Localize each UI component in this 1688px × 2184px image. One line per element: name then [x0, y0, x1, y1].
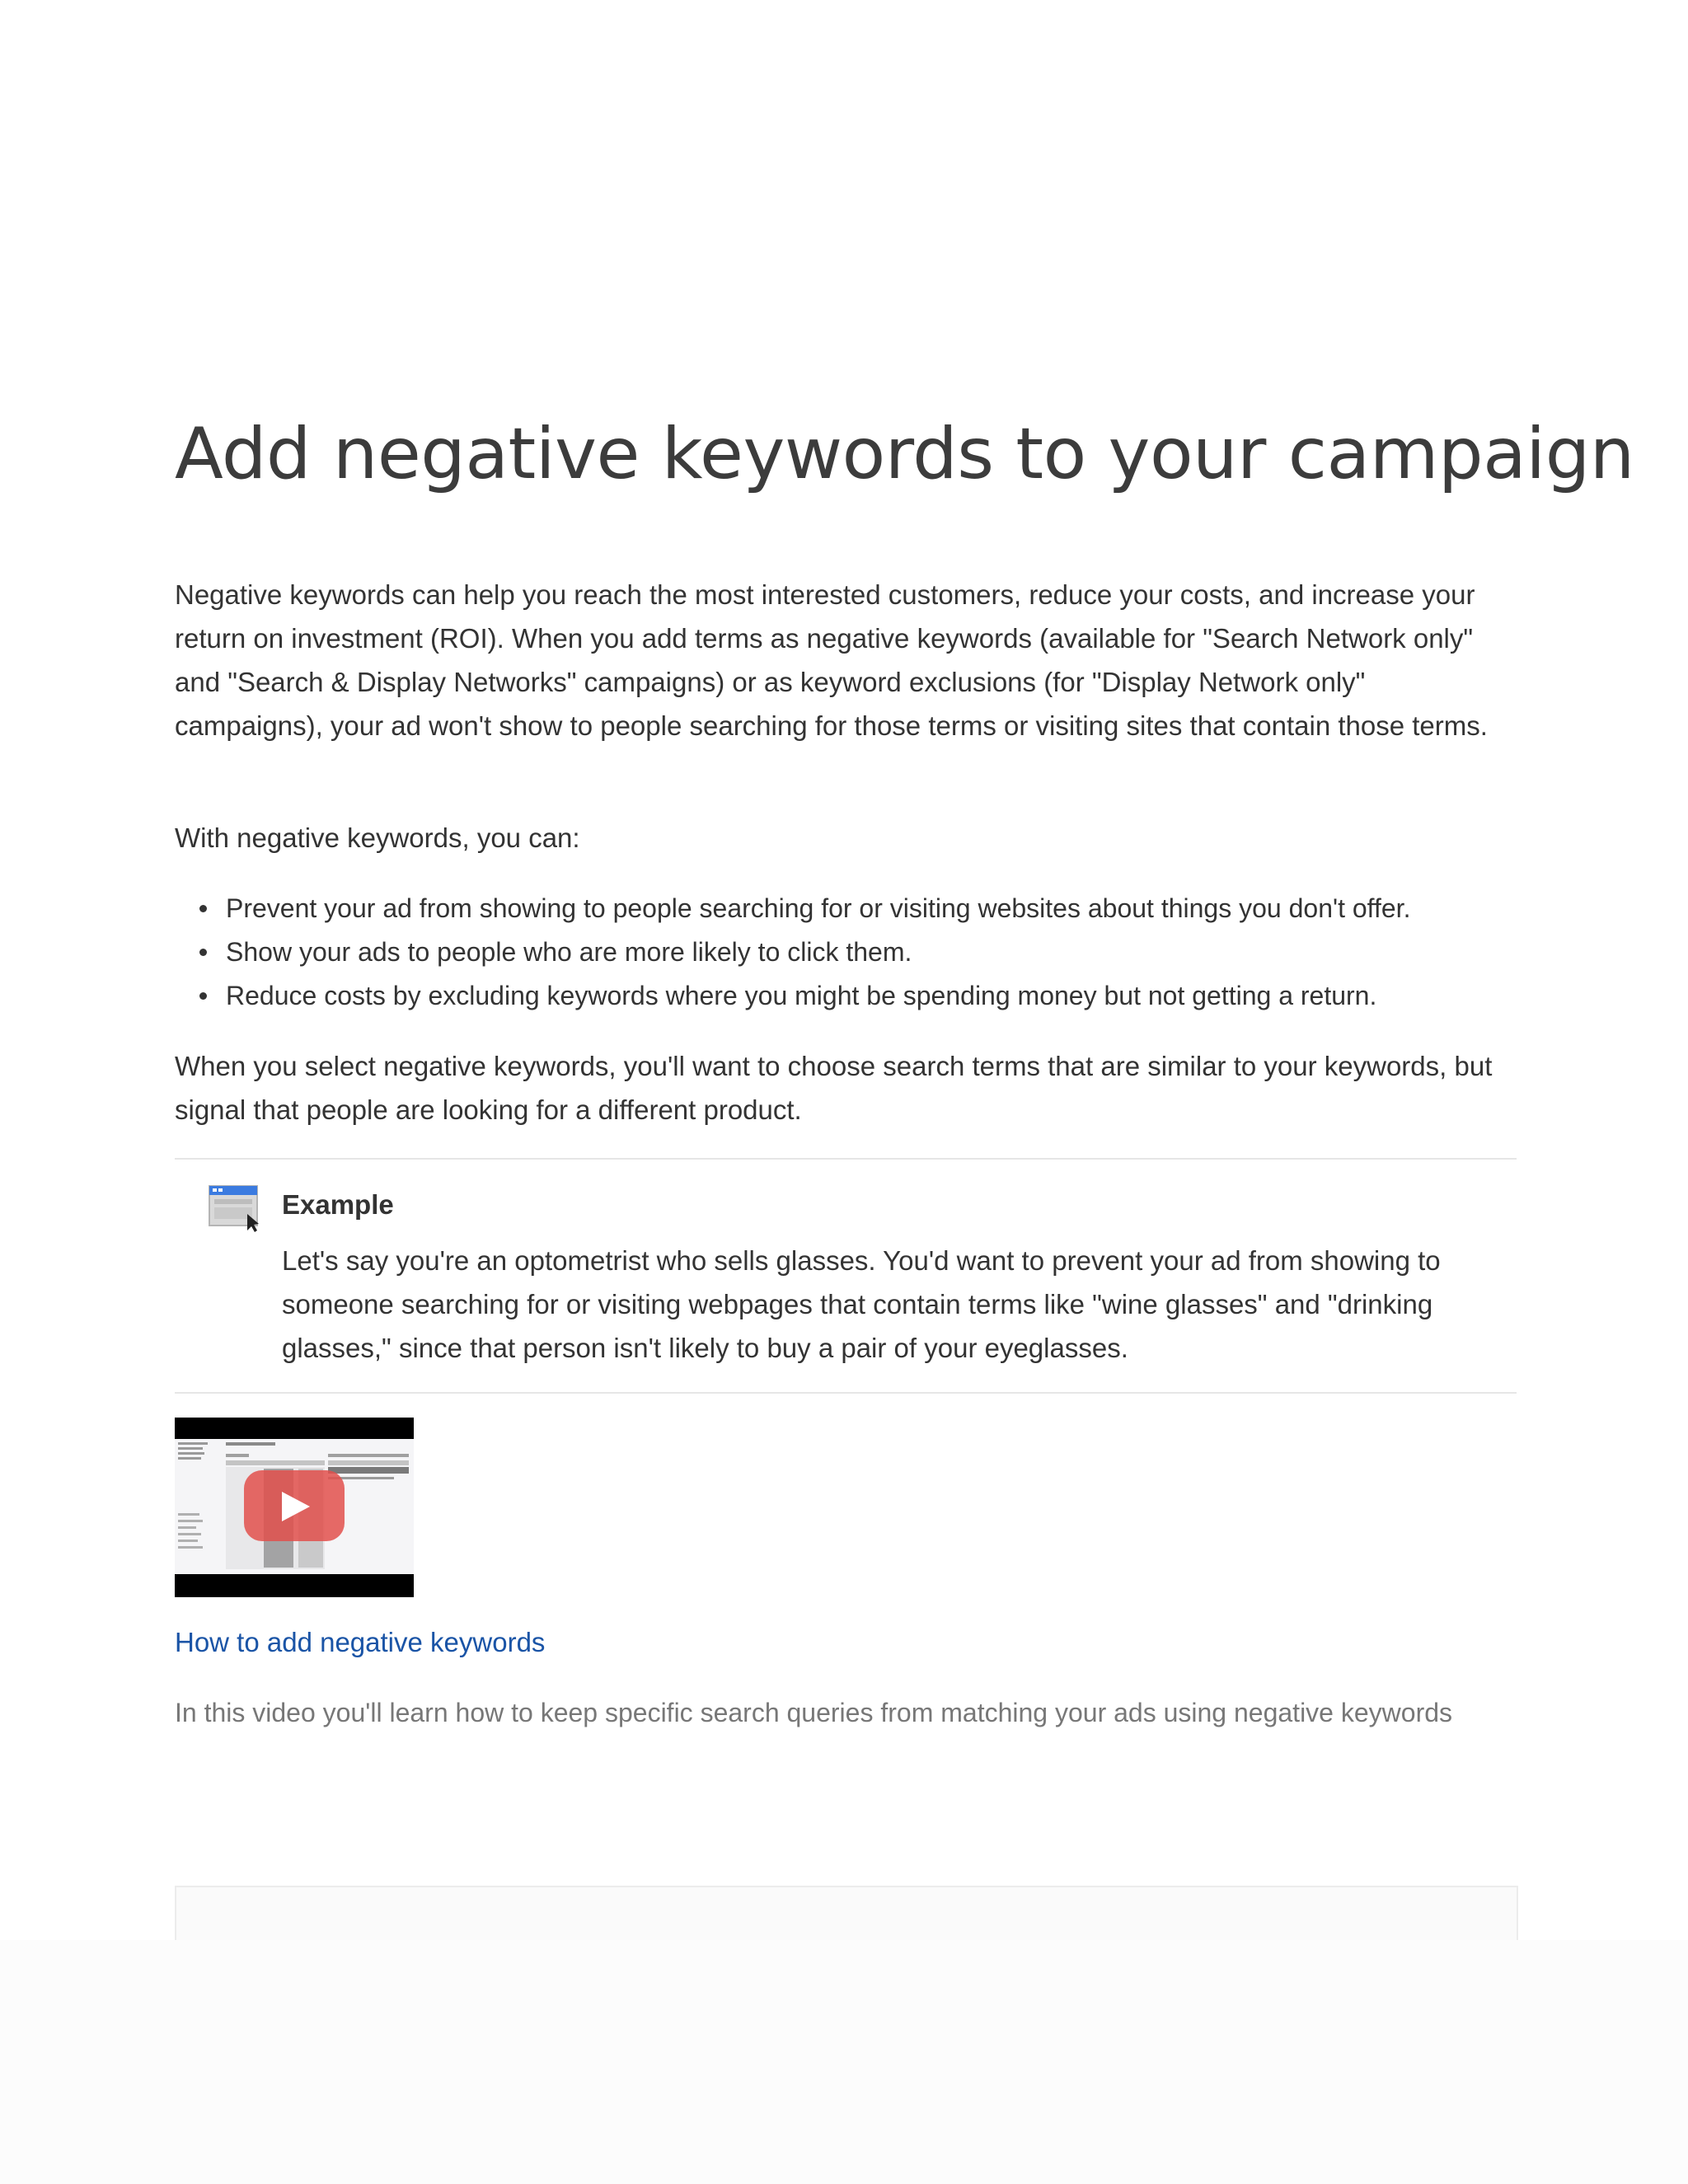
page-footer-area — [0, 1940, 1688, 2184]
list-item — [226, 887, 1517, 930]
content-panel — [175, 1886, 1518, 1940]
play-icon — [280, 1490, 312, 1523]
browser-window-cursor-icon — [208, 1184, 260, 1232]
list-item-text: Prevent your ad from showing to people searching for or visiting websites about things you don't offer. — [226, 893, 1411, 923]
video-description: In this video you'll learn how to keep specific search queries from matching your ads using negative keywords — [175, 1698, 1453, 1727]
bullet-icon — [199, 992, 207, 1000]
example-heading: Example — [282, 1189, 394, 1220]
list-item — [226, 974, 1517, 1018]
example-text: Let's say you're an optometrist who sells glasses. You'd want to prevent your ad from showing to someone searching for or visiting webpages that contain terms like "wine glasses" and "drinking glasses," since that person isn't likely to buy a pair of your eyeglasses. — [282, 1245, 1441, 1363]
benefits-list — [175, 887, 1517, 1018]
selection-advice-paragraph: When you select negative keywords, you'll want to choose search terms that are similar to your keywords, but signal that people are looking for a different product. — [175, 1051, 1493, 1125]
list-item — [226, 930, 1517, 974]
page-title: Add negative keywords to your campaign — [175, 413, 1634, 495]
bullet-icon — [199, 949, 207, 956]
with-negative-keywords-text: With negative keywords, you can: — [175, 823, 580, 853]
video-title-link[interactable]: How to add negative keywords — [175, 1627, 546, 1657]
list-item-text: Reduce costs by excluding keywords where you might be spending money but not getting a return. — [226, 981, 1377, 1010]
intro-paragraph: Negative keywords can help you reach the most interested customers, reduce your costs, and increase your return on investment (ROI). When you add terms as negative keywords (available for "Search Network only" and "Search & Display Networks" campaigns) or as keyword exclusions (for "Display Network only" campaigns), your ad won't show to people searching for those terms or visiting sites that contain those terms. — [175, 579, 1488, 741]
bullet-icon — [199, 905, 207, 912]
example-callout — [175, 1158, 1517, 1394]
list-item-text: Show your ads to people who are more likely to click them. — [226, 937, 912, 967]
play-button[interactable] — [244, 1470, 345, 1541]
video-thumbnail[interactable] — [175, 1418, 414, 1597]
